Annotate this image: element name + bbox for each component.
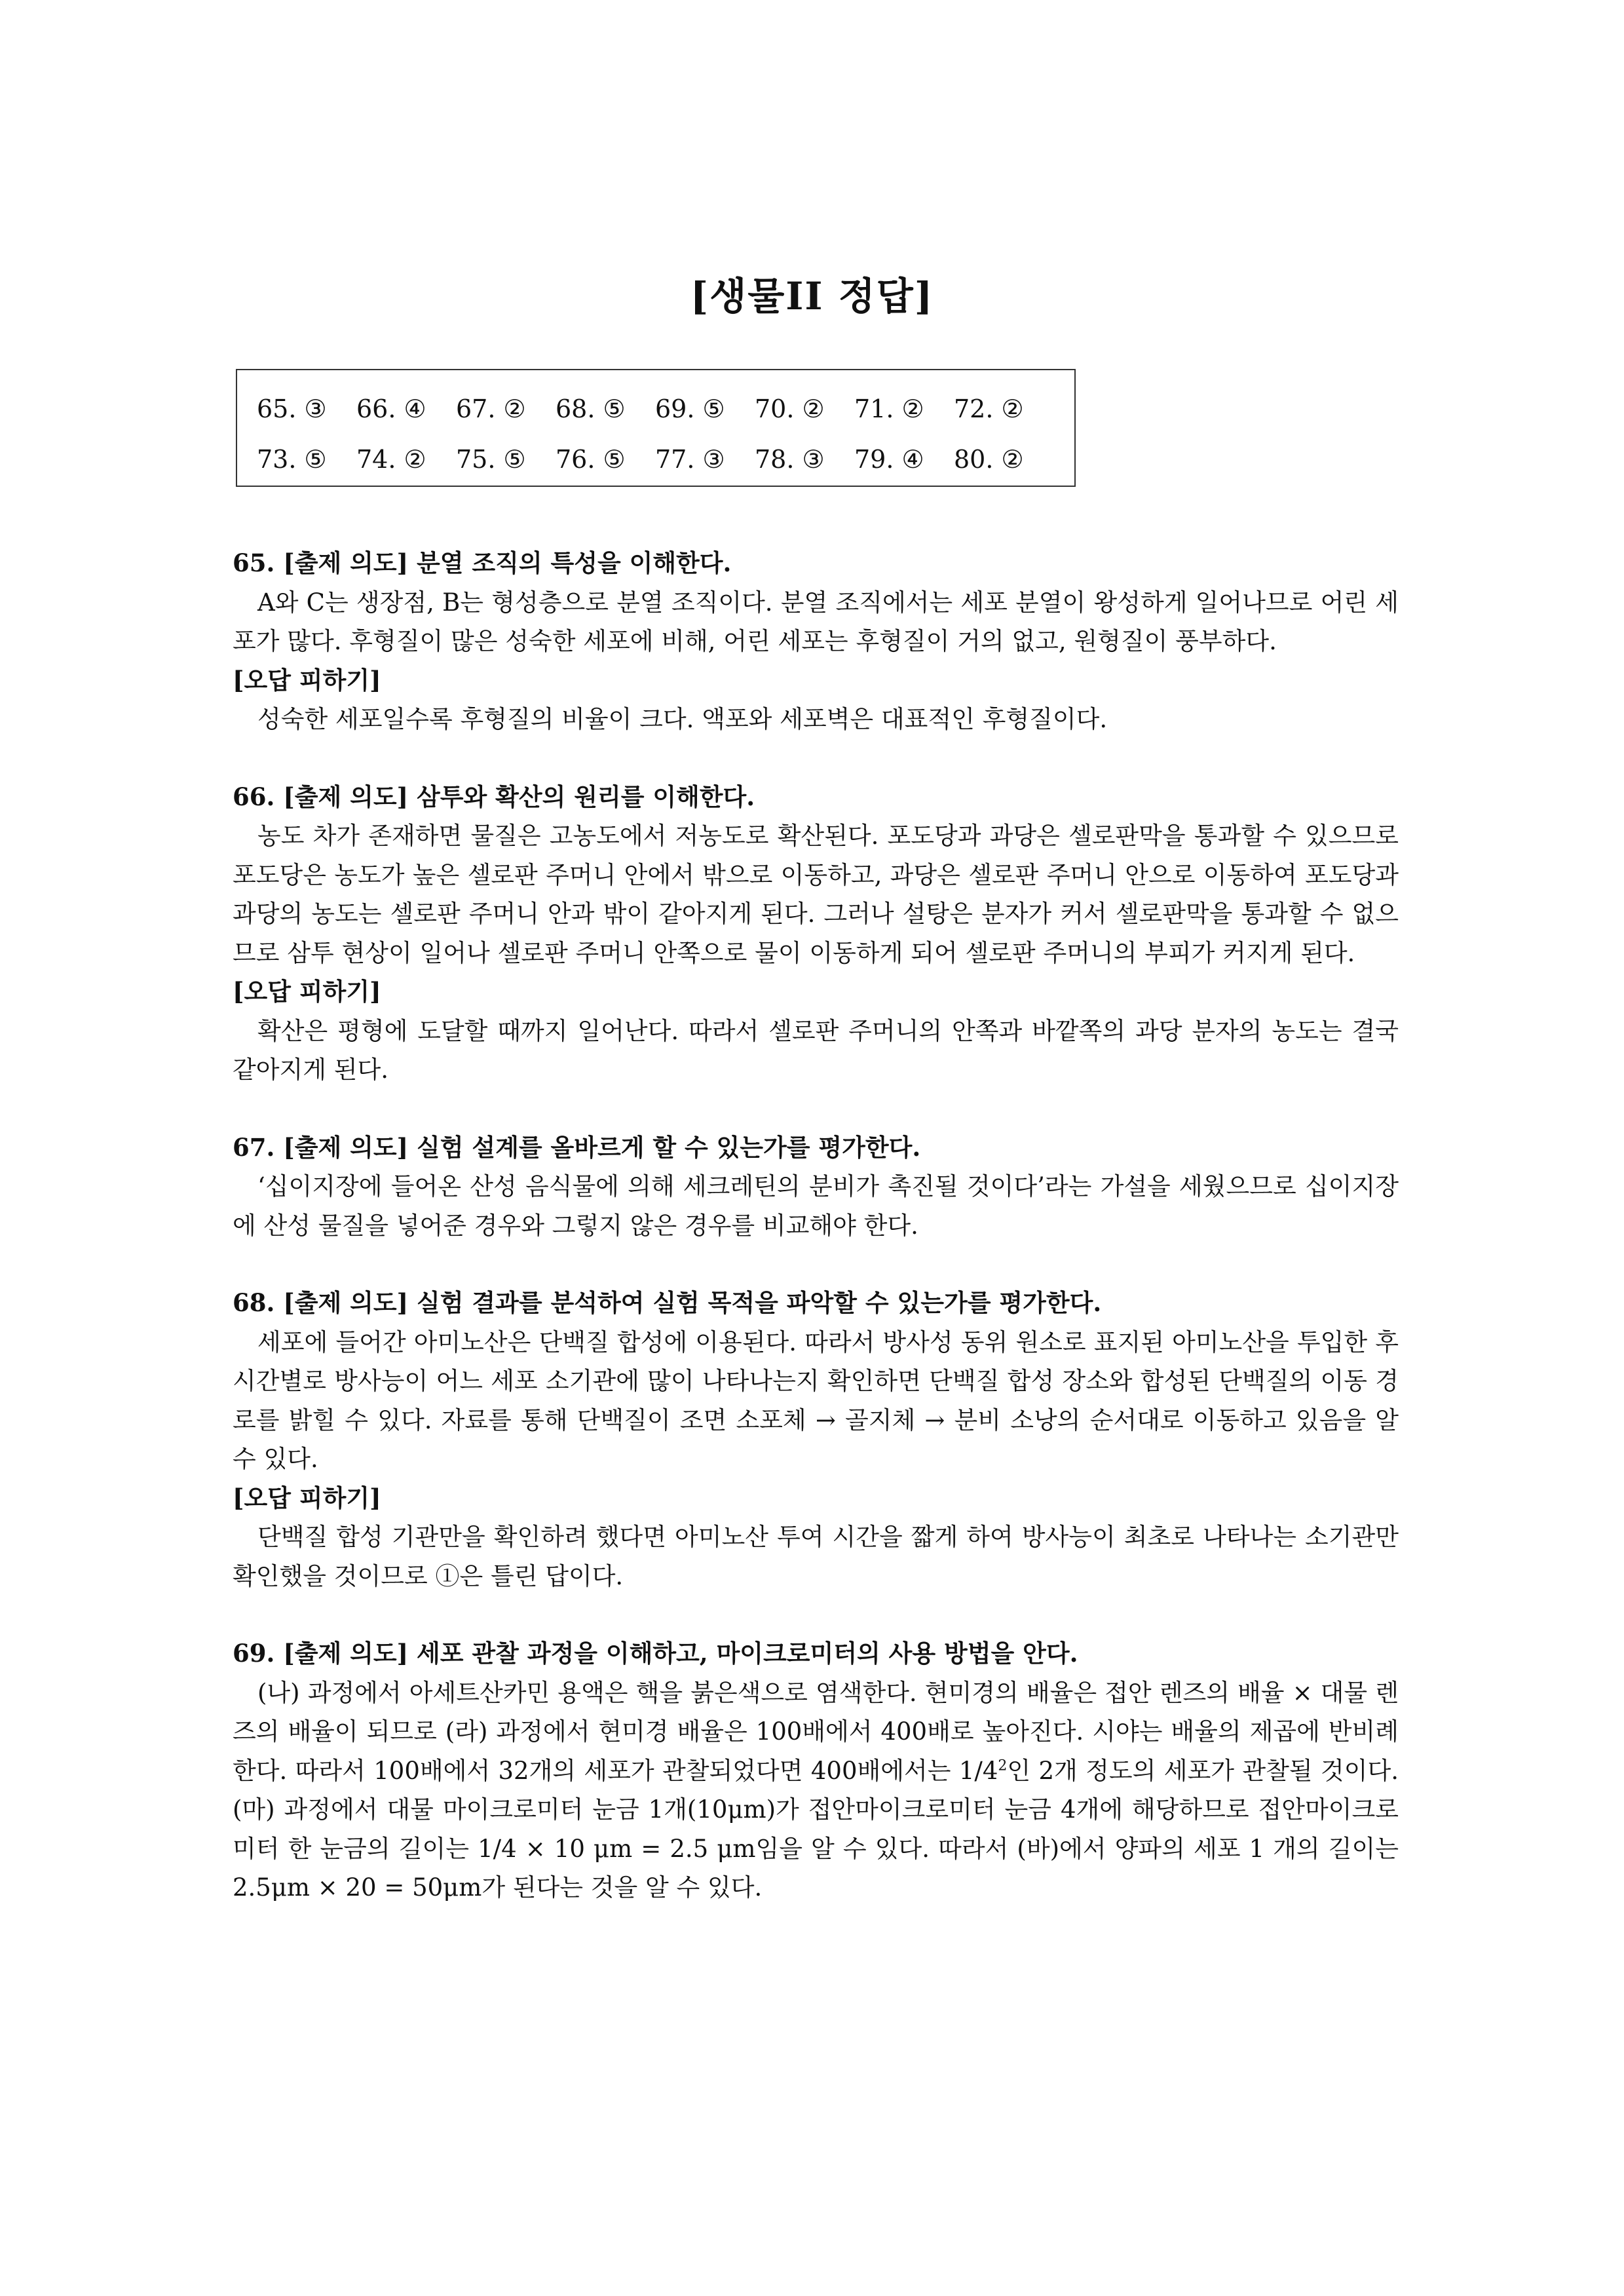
answer-key-box	[236, 369, 1076, 487]
answer-item: 67. ②	[456, 394, 526, 423]
explanation-text: ‘십이지장에 들어온 산성 음식물에 의해 세크레틴의 분비가 촉진될 것이다’라는 가설을 세웠으므로 십이지장에 산성 물질을 넣어준 경우와 그렇지 않은 경우를 비교해야 한다.	[233, 1172, 1399, 1240]
section-66	[233, 778, 1399, 1090]
explanation-text-part: 인 2개 정도의 세포가 관찰될 것이다. (마) 과정에서 대물 마이크로미터 눈금 1개(10μm)가 접안마이크로미터 눈금 4개에 해당하므로 접안마이크로미터 한 눈금의 길이는 1/4 × 10 μm = 2.5 μm임을 알 수 있다. 따라서 (바)에서 양파의 세포 1 개의 길이는 2.5μm × 20 = 50μm가 된다는 것을 알 수 있다.	[233, 1756, 1399, 1902]
question-heading: 68. [출제 의도] 실험 결과를 분석하여 실험 목적을 파악할 수 있는가를 평가한다.	[233, 1288, 1102, 1317]
question-heading: 67. [출제 의도] 실험 설계를 올바르게 할 수 있는가를 평가한다.	[233, 1132, 921, 1162]
question-heading: 66. [출제 의도] 삼투와 확산의 원리를 이해한다.	[233, 782, 755, 811]
section-65	[233, 544, 1399, 739]
section-67	[233, 1128, 1399, 1246]
answer-item: 78. ③	[755, 444, 825, 474]
answer-item: 79. ④	[854, 444, 924, 474]
explanation-text: 세포에 들어간 아미노산은 단백질 합성에 이용된다. 따라서 방사성 동위 원소로 표지된 아미노산을 투입한 후 시간별로 방사능이 어느 세포 소기관에 많이 나타나는지 확인하면 단백질 합성 장소와 합성된 단백질의 이동 경로를 밝힐 수 있다. 자료를 통해 단백질이 조면 소포체 → 골지체 → 분비 소낭의 순서대로 이동하고 있음을 알 수 있다.	[233, 1328, 1399, 1473]
answer-item: 75. ⑤	[456, 444, 526, 474]
answer-item: 73. ⑤	[257, 444, 327, 474]
explanation-text: A와 C는 생장점, B는 형성층으로 분열 조직이다. 분열 조직에서는 세포 분열이 왕성하게 일어나므로 어린 세포가 많다. 후형질이 많은 성숙한 세포에 비해, 어린 세포는 후형질이 거의 없고, 원형질이 풍부하다.	[233, 588, 1399, 655]
wrong-answer-text: 성숙한 세포일수록 후형질의 비율이 크다. 액포와 세포벽은 대표적인 후형질이다.	[257, 705, 1108, 733]
answer-item: 69. ⑤	[655, 394, 725, 423]
question-heading: 65. [출제 의도] 분열 조직의 특성을 이해한다.	[233, 548, 732, 577]
explanation-text: 농도 차가 존재하면 물질은 고농도에서 저농도로 확산된다. 포도당과 과당은 셀로판막을 통과할 수 있으므로 포도당은 농도가 높은 셀로판 주머니 안에서 밖으로 이동하고, 과당은 셀로판 주머니 안으로 이동하여 포도당과 과당의 농도는 셀로판 주머니 안과 밖이 같아지게 된다. 그러나 설탕은 분자가 커서 셀로판막을 통과할 수 없으므로 삼투 현상이 일어나 셀로판 주머니 안쪽으로 물이 이동하게 되어 셀로판 주머니의 부피가 커지게 된다.	[233, 822, 1399, 967]
question-heading: 69. [출제 의도] 세포 관찰 과정을 이해하고, 마이크로미터의 사용 방법을 안다.	[233, 1639, 1078, 1668]
answer-item: 77. ③	[655, 444, 725, 474]
explanations	[233, 544, 1399, 1907]
answer-item: 65. ③	[257, 394, 327, 423]
answer-item: 68. ⑤	[556, 394, 626, 423]
answer-row	[257, 434, 1074, 484]
wrong-answer-heading: [오답 피하기]	[233, 665, 381, 695]
section-69	[233, 1634, 1399, 1907]
explanation-text-part: (나) 과정에서 아세트산카민 용액은 핵을 붉은색으로 염색한다. 현미경의 배율은 접안 렌즈의 배율 × 대물 렌즈의 배율이 되므로 (라) 과정에서 현미경 배율은 100배에서 400배로 높아진다. 시야는 배율의 제곱에 반비례한다. 따라서 100배에서 32개의 세포가 관찰되었다면 400배에서는 1/4	[233, 1678, 1399, 1785]
answer-row	[257, 383, 1074, 434]
wrong-answer-text: 단백질 합성 기관만을 확인하려 했다면 아미노산 투여 시간을 짧게 하여 방사능이 최초로 나타나는 소기관만 확인했을 것이므로 ①은 틀린 답이다.	[233, 1523, 1399, 1590]
page-title: [생물II 정답]	[690, 274, 934, 318]
answer-item: 76. ⑤	[556, 444, 626, 474]
answer-item: 74. ②	[356, 444, 426, 474]
wrong-answer-heading: [오답 피하기]	[233, 1483, 381, 1512]
answer-item: 80. ②	[954, 444, 1024, 474]
answer-item: 71. ②	[854, 394, 924, 423]
exponent: 2	[998, 1757, 1008, 1774]
wrong-answer-heading: [오답 피하기]	[233, 977, 381, 1006]
answer-item: 70. ②	[755, 394, 825, 423]
answer-item: 66. ④	[356, 394, 426, 423]
answer-item: 72. ②	[954, 394, 1024, 423]
section-68	[233, 1284, 1399, 1596]
wrong-answer-text: 확산은 평형에 도달할 때까지 일어난다. 따라서 셀로판 주머니의 안쪽과 바깥쪽의 과당 분자의 농도는 결국 같아지게 된다.	[233, 1016, 1399, 1084]
explanation-text	[233, 1674, 1399, 1907]
